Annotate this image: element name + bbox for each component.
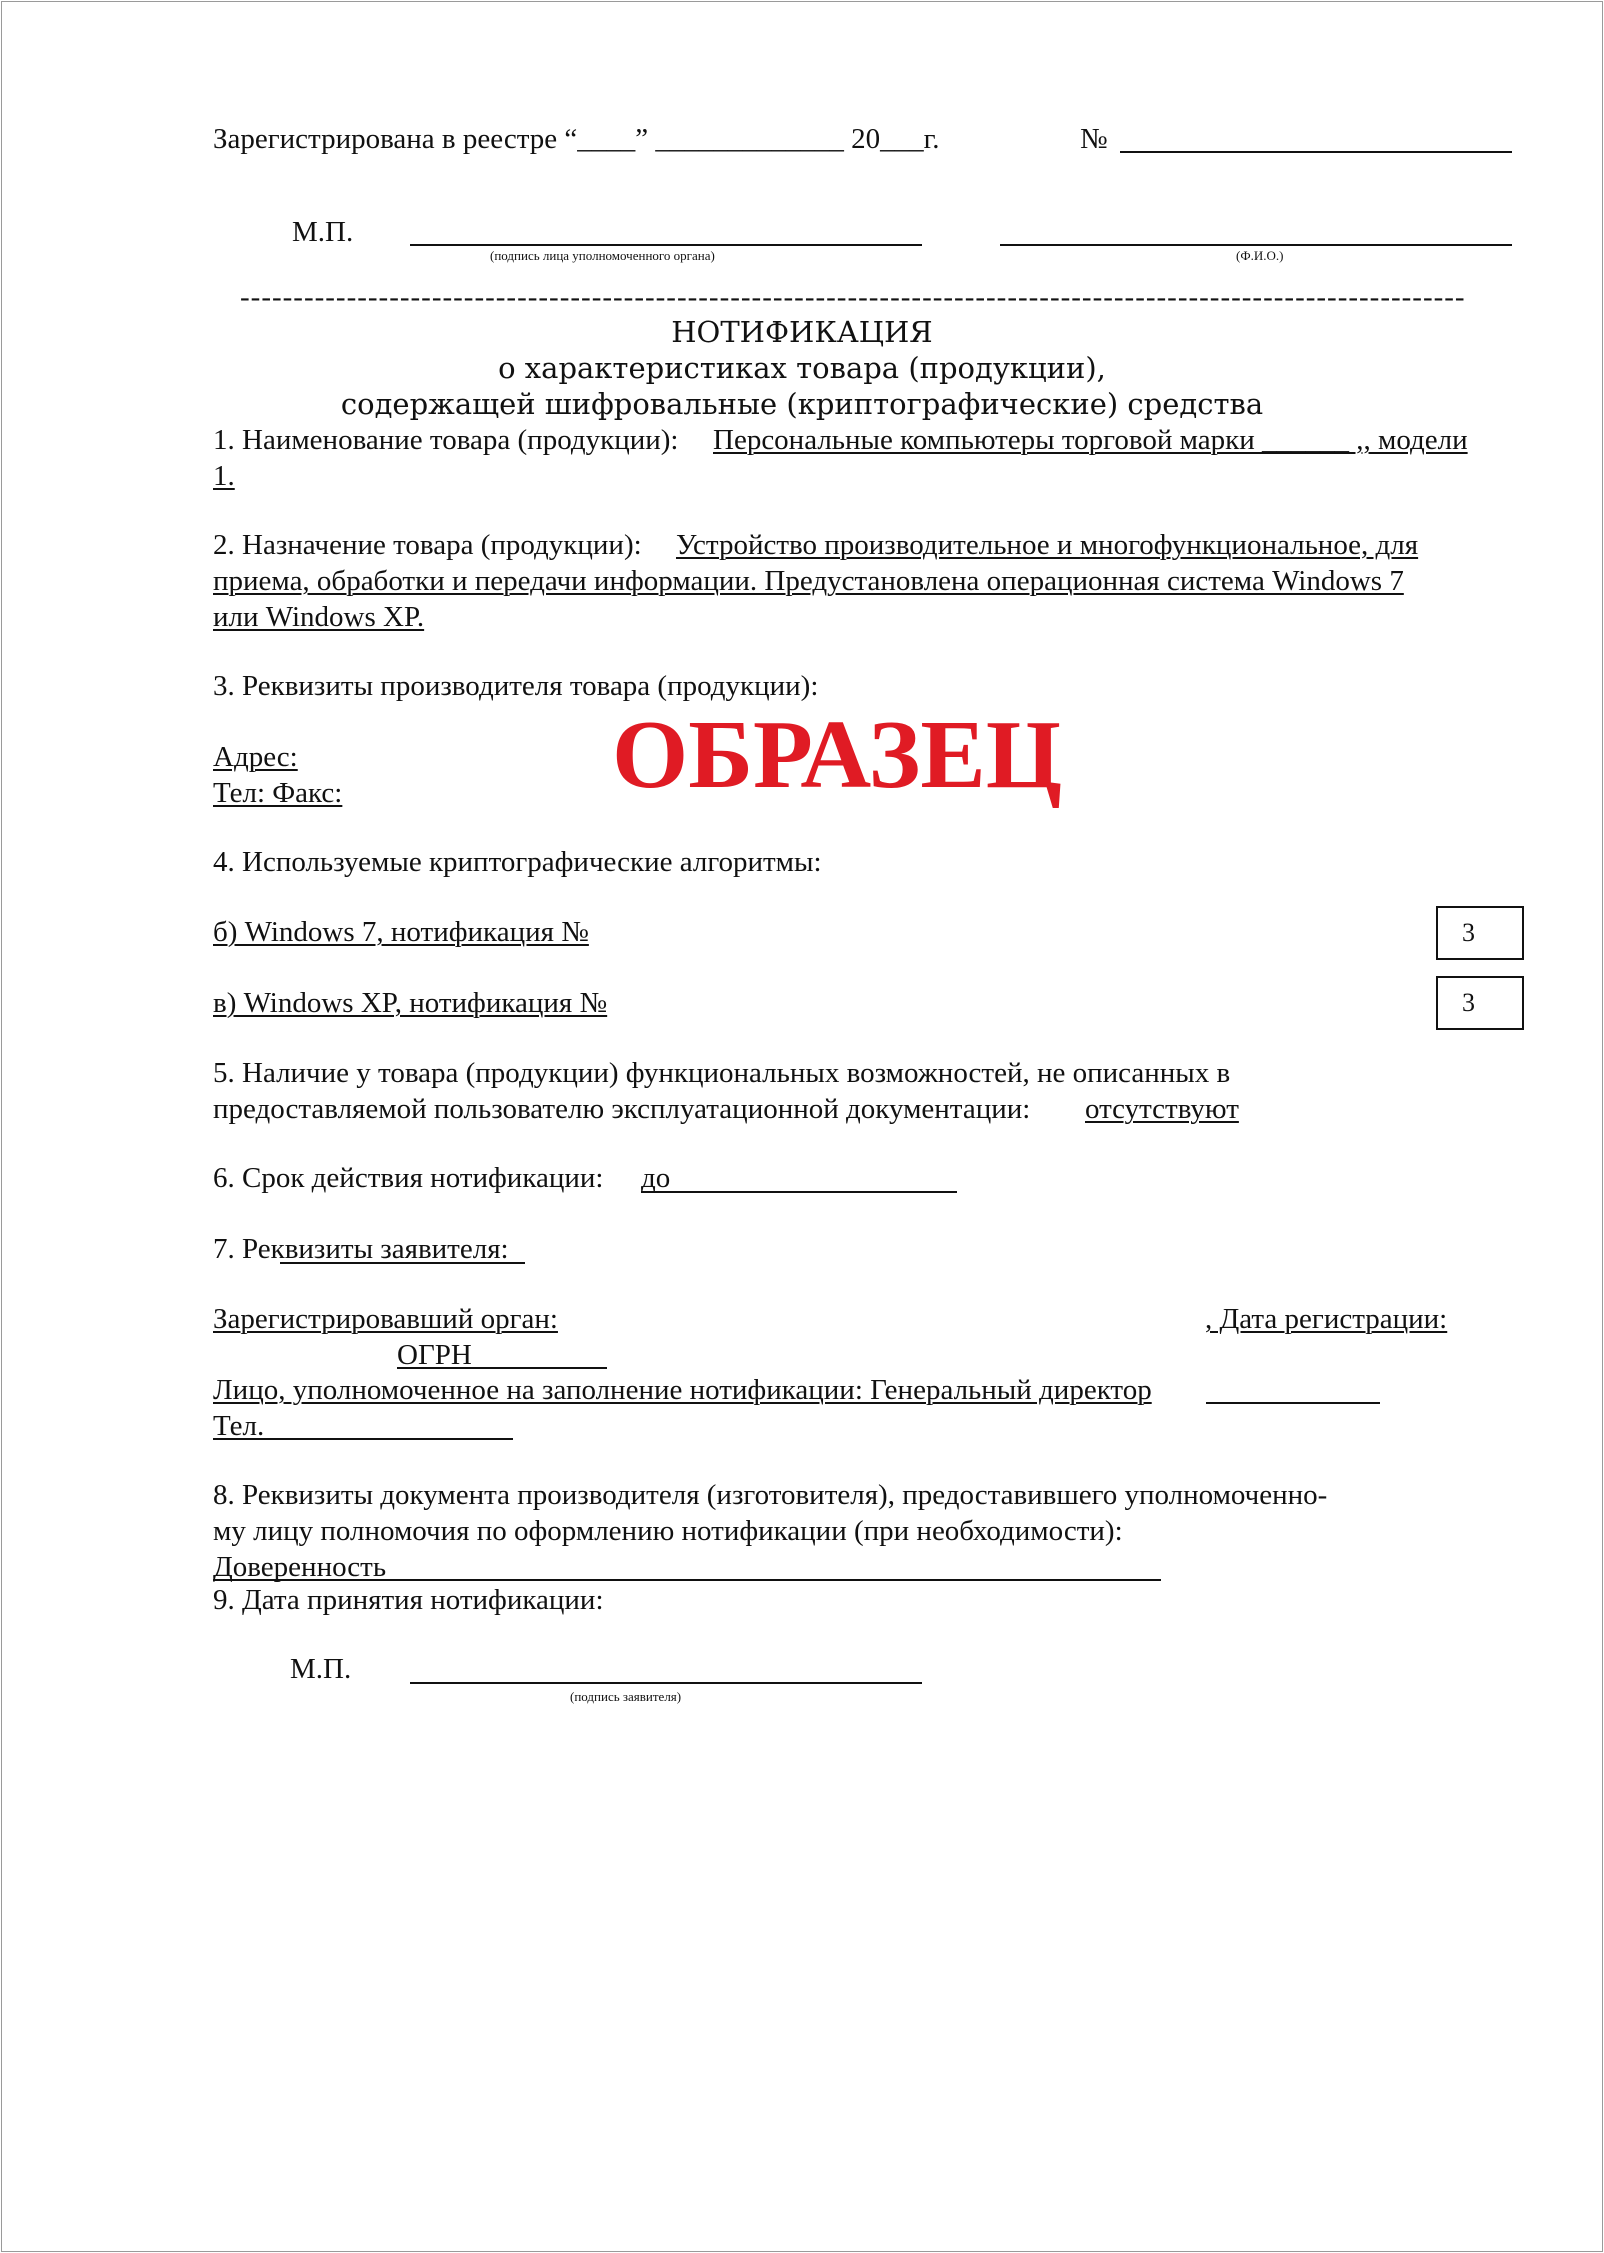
registry-text: Зарегистрирована в реестре “____” _____________ 20___г. <box>213 123 940 155</box>
item9-label: 9. Дата принятия нотификации: <box>213 1584 604 1616</box>
manufacturer-address: Адрес: <box>213 741 298 773</box>
document-title: НОТИФИКАЦИЯ <box>671 315 933 349</box>
item2-value-line3: или Windows XP. <box>213 601 425 633</box>
applicant-stamp-place: М.П. <box>290 1653 352 1685</box>
item7-label: 7. Реквизиты заявителя: <box>213 1233 509 1265</box>
separator-dashes: ------------------------------------------------------------------------------------------------------------------- <box>240 281 1466 313</box>
item6-value: до <box>641 1162 671 1194</box>
authority-signature-caption: (подпись лица уполномоченного органа) <box>490 248 715 263</box>
manufacturer-phone-fax: Тел: Факс: <box>213 777 343 809</box>
item1-value-cont: 1. <box>213 460 235 492</box>
fio-caption: (Ф.И.О.) <box>1236 248 1284 263</box>
authority-signature-line <box>410 244 922 246</box>
number-label: № <box>1080 123 1108 155</box>
item2-label: 2. Назначение товара (продукции): <box>213 529 642 561</box>
item6-value-line <box>641 1191 957 1193</box>
authorized-person-line <box>1206 1402 1380 1404</box>
authority-fio-line <box>1000 244 1512 246</box>
ogrn-label: ОГРН <box>397 1339 472 1371</box>
applicant-signature-caption: (подпись заявителя) <box>570 1689 682 1704</box>
item5-line1: 5. Наличие у товара (продукции) функциональных возможностей, не описанных в <box>213 1057 1231 1089</box>
item8-line2: му лицу полномочия по оформлению нотификации (при необходимости): <box>213 1515 1123 1547</box>
item3-label: 3. Реквизиты производителя товара (продукции): <box>213 670 819 702</box>
applicant-phone: Тел. <box>213 1410 265 1442</box>
windows7-box: 3 <box>1436 906 1524 960</box>
windowsxp-box: 3 <box>1436 976 1524 1030</box>
algorithm-windowsxp: в) Windows XP, нотификация № <box>213 987 608 1019</box>
applicant-signature-line <box>410 1682 922 1684</box>
item4-label: 4. Используемые криптографические алгоритмы: <box>213 846 822 878</box>
item8-line1: 8. Реквизиты документа производителя (изготовителя), предоставившего уполномоченно- <box>213 1479 1328 1511</box>
power-of-attorney-line <box>213 1579 1161 1581</box>
algorithm-windows7: б) Windows 7, нотификация № <box>213 916 589 948</box>
number-field-line <box>1120 151 1512 153</box>
authorized-person: Лицо, уполномоченное на заполнение нотификации: Генеральный директор <box>213 1374 1152 1406</box>
power-of-attorney: Доверенность <box>213 1551 387 1583</box>
registering-authority: Зарегистрировавший орган: <box>213 1303 558 1335</box>
item6-label: 6. Срок действия нотификации: <box>213 1162 604 1194</box>
applicant-phone-line <box>213 1438 513 1440</box>
item1-value: Персональные компьютеры торговой марки ______ ,, модели <box>713 424 1468 456</box>
item5-value: отсутствуют <box>1085 1093 1239 1125</box>
item7-label-underline <box>280 1262 525 1264</box>
ogrn-line <box>397 1367 607 1369</box>
document-subtitle-2: содержащей шифровальные (криптографические) средства <box>340 387 1264 421</box>
stamp-place-label: М.П. <box>292 216 354 248</box>
document-subtitle-1: о характеристиках товара (продукции), <box>498 351 1106 385</box>
registration-date: , Дата регистрации: <box>1205 1303 1448 1335</box>
item1-label: 1. Наименование товара (продукции): <box>213 424 679 456</box>
item2-value-line2: приема, обработки и передачи информации. Предустановлена операционная система Windows 7 <box>213 565 1404 597</box>
item2-value-line1: Устройство производительное и многофункциональное, для <box>676 529 1419 561</box>
item5-line2: предоставляемой пользователю эксплуатационной документации: <box>213 1093 1031 1125</box>
sample-stamp: ОБРАЗЕЦ <box>612 701 1062 809</box>
